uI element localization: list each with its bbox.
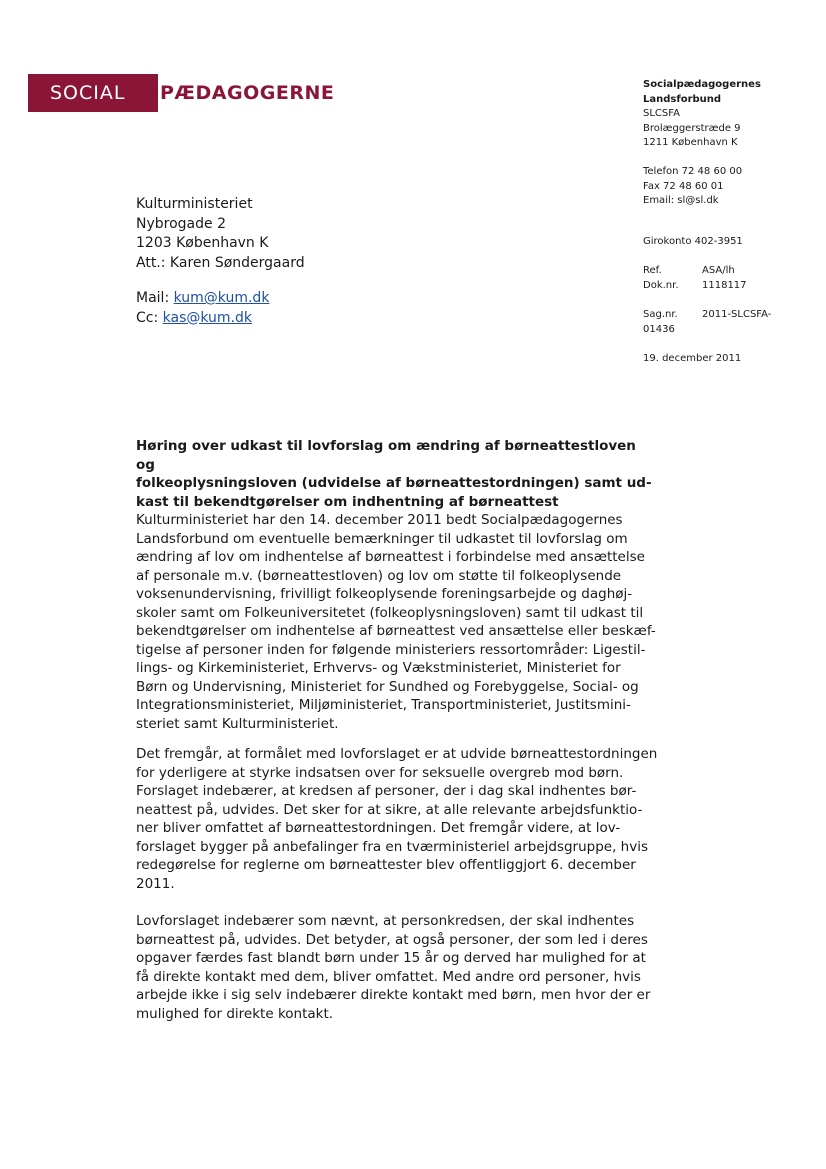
sender-contact-block xyxy=(643,165,742,209)
paragraph-line: få direkte kontakt med dem, bliver omfattet. Med andre ord personer, hvis xyxy=(136,968,641,985)
recipient-line1: Kulturministeriet xyxy=(136,196,253,212)
paragraph-line: Forslaget indebærer, at kredsen af personer, der i dag skal indhentes bør- xyxy=(136,783,637,799)
paragraph-line: Integrationsministeriet, Miljøministeriet, Transportministeriet, Justitsmini- xyxy=(136,697,631,713)
paragraph-line: skoler samt om Folkeuniversitetet (folkeoplysningsloven) samt til udkast til xyxy=(136,604,644,621)
body-paragraph-2 xyxy=(136,745,656,893)
cc-label: Cc: xyxy=(136,309,163,326)
ref-value: ASA/lh xyxy=(702,265,735,276)
paragraph-line: redegørelse for reglerne om børneattester blev offentliggjort 6. december xyxy=(136,857,636,873)
sagnr-continuation: 01436 xyxy=(643,323,675,335)
paragraph-line: 2011. xyxy=(136,875,175,892)
letter-date: 19. december 2011 xyxy=(643,353,742,364)
cc-link[interactable]: kas@kum.dk xyxy=(162,309,253,326)
doknr-label: Dok.nr. xyxy=(643,279,679,291)
logo-text-social: SOCIAL xyxy=(28,74,158,112)
paragraph-line: Det fremgår, at formålet med lovforslaget er at udvide børneattestordningen xyxy=(136,746,658,762)
paragraph-line: forslaget bygger på anbefalinger fra en tværministeriel arbejdsgruppe, hvis xyxy=(136,838,649,855)
paragraph-line: tigelse af personer inden for følgende ministeriers ressortområder: Ligestil- xyxy=(136,641,646,658)
sender-phone: Telefon 72 48 60 00 xyxy=(643,166,743,177)
sender-city: 1211 København K xyxy=(643,137,738,148)
recipient-address xyxy=(136,195,305,273)
sagnr-value: 2011-SLCSFA- xyxy=(702,309,772,320)
mail-link[interactable]: kum@kum.dk xyxy=(173,290,270,306)
body-paragraph-3 xyxy=(136,912,656,1023)
ref-label: Ref. xyxy=(643,265,662,276)
paragraph-line: lings- og Kirkeministeriet, Erhvervs- og Vækstministeriet, Ministeriet for xyxy=(136,660,621,676)
sender-email: Email: sl@sl.dk xyxy=(643,195,719,206)
paragraph-line: mulighed for direkte kontakt. xyxy=(136,1005,334,1022)
reference-block xyxy=(643,264,747,293)
mail-label: Mail: xyxy=(136,290,174,306)
paragraph-line: arbejde ikke i sig selv indebærer direkte kontakt med børn, men hvor der er xyxy=(136,987,651,1003)
heading-line: kast til bekendtgørelser om indhentning af børneattest xyxy=(136,493,559,510)
paragraph-line: børneattest på, udvides. Det betyder, at også personer, der som led i deres xyxy=(136,931,648,948)
sender-fax: Fax 72 48 60 01 xyxy=(643,180,724,192)
organization-logo xyxy=(28,74,334,112)
paragraph-line: af personale m.v. (børneattestloven) og lov om støtte til folkeoplysende xyxy=(136,567,622,584)
heading-line: Høring over udkast til lovforslag om ændring af børneattestloven og xyxy=(136,438,636,473)
recipient-line3: 1203 København K xyxy=(136,235,269,251)
body-paragraph-1 xyxy=(136,511,656,733)
paragraph-line: Lovforslaget indebærer som nævnt, at personkredsen, der skal indhentes xyxy=(136,913,635,929)
paragraph-line: Kulturministeriet har den 14. december 2011 bedt Socialpædagogernes xyxy=(136,512,623,528)
paragraph-line: steriet samt Kulturministeriet. xyxy=(136,715,339,732)
paragraph-line: ændring af lov om indhentelse af børneattest i forbindelse med ansættelse xyxy=(136,549,645,565)
paragraph-line: bekendtgørelser om indhentelse af børneattest ved ansættelse eller beskæf- xyxy=(136,623,656,639)
logo-text-paedagogerne: PÆDAGOGERNE xyxy=(160,82,335,104)
paragraph-line: neattest på, udvides. Det sker for at sikre, at alle relevante arbejdsfunktio- xyxy=(136,801,643,818)
sender-line3: SLCSFA xyxy=(643,108,680,119)
doknr-value: 1118117 xyxy=(702,279,747,291)
sender-giro: Girokonto 402-3951 xyxy=(643,236,743,247)
recipient-line2: Nybrogade 2 xyxy=(136,215,226,232)
sender-name-line1: Socialpædagogernes xyxy=(643,79,761,90)
paragraph-line: for yderligere at styrke indsatsen over for seksuelle overgreb mod børn. xyxy=(136,764,624,781)
recipient-attention: Att.: Karen Søndergaard xyxy=(136,254,305,271)
sagnr-label: Sag.nr. xyxy=(643,309,678,320)
paragraph-line: Landsforbund om eventuelle bemærkninger til udkastet til lovforslag om xyxy=(136,530,628,547)
paragraph-line: opgaver færdes fast blandt børn under 15 år og derved har mulighed for at xyxy=(136,950,646,966)
paragraph-line: voksenundervisning, frivilligt folkeoplysende foreningsarbejde og daghøj- xyxy=(136,586,633,602)
sender-address-block xyxy=(643,78,761,151)
paragraph-line: Børn og Undervisning, Ministeriet for Sundhed og Forebyggelse, Social- og xyxy=(136,678,639,695)
heading-line: folkeoplysningsloven (udvidelse af børneattestordningen) samt ud- xyxy=(136,475,652,491)
sender-name-line2: Landsforbund xyxy=(643,93,722,105)
recipient-mail-block xyxy=(136,289,269,328)
paragraph-line: ner bliver omfattet af børneattestordningen. Det fremgår videre, at lov- xyxy=(136,820,621,836)
case-number-block xyxy=(643,308,771,337)
sender-street: Brolæggerstræde 9 xyxy=(643,122,741,134)
letter-subject-heading xyxy=(136,437,656,511)
